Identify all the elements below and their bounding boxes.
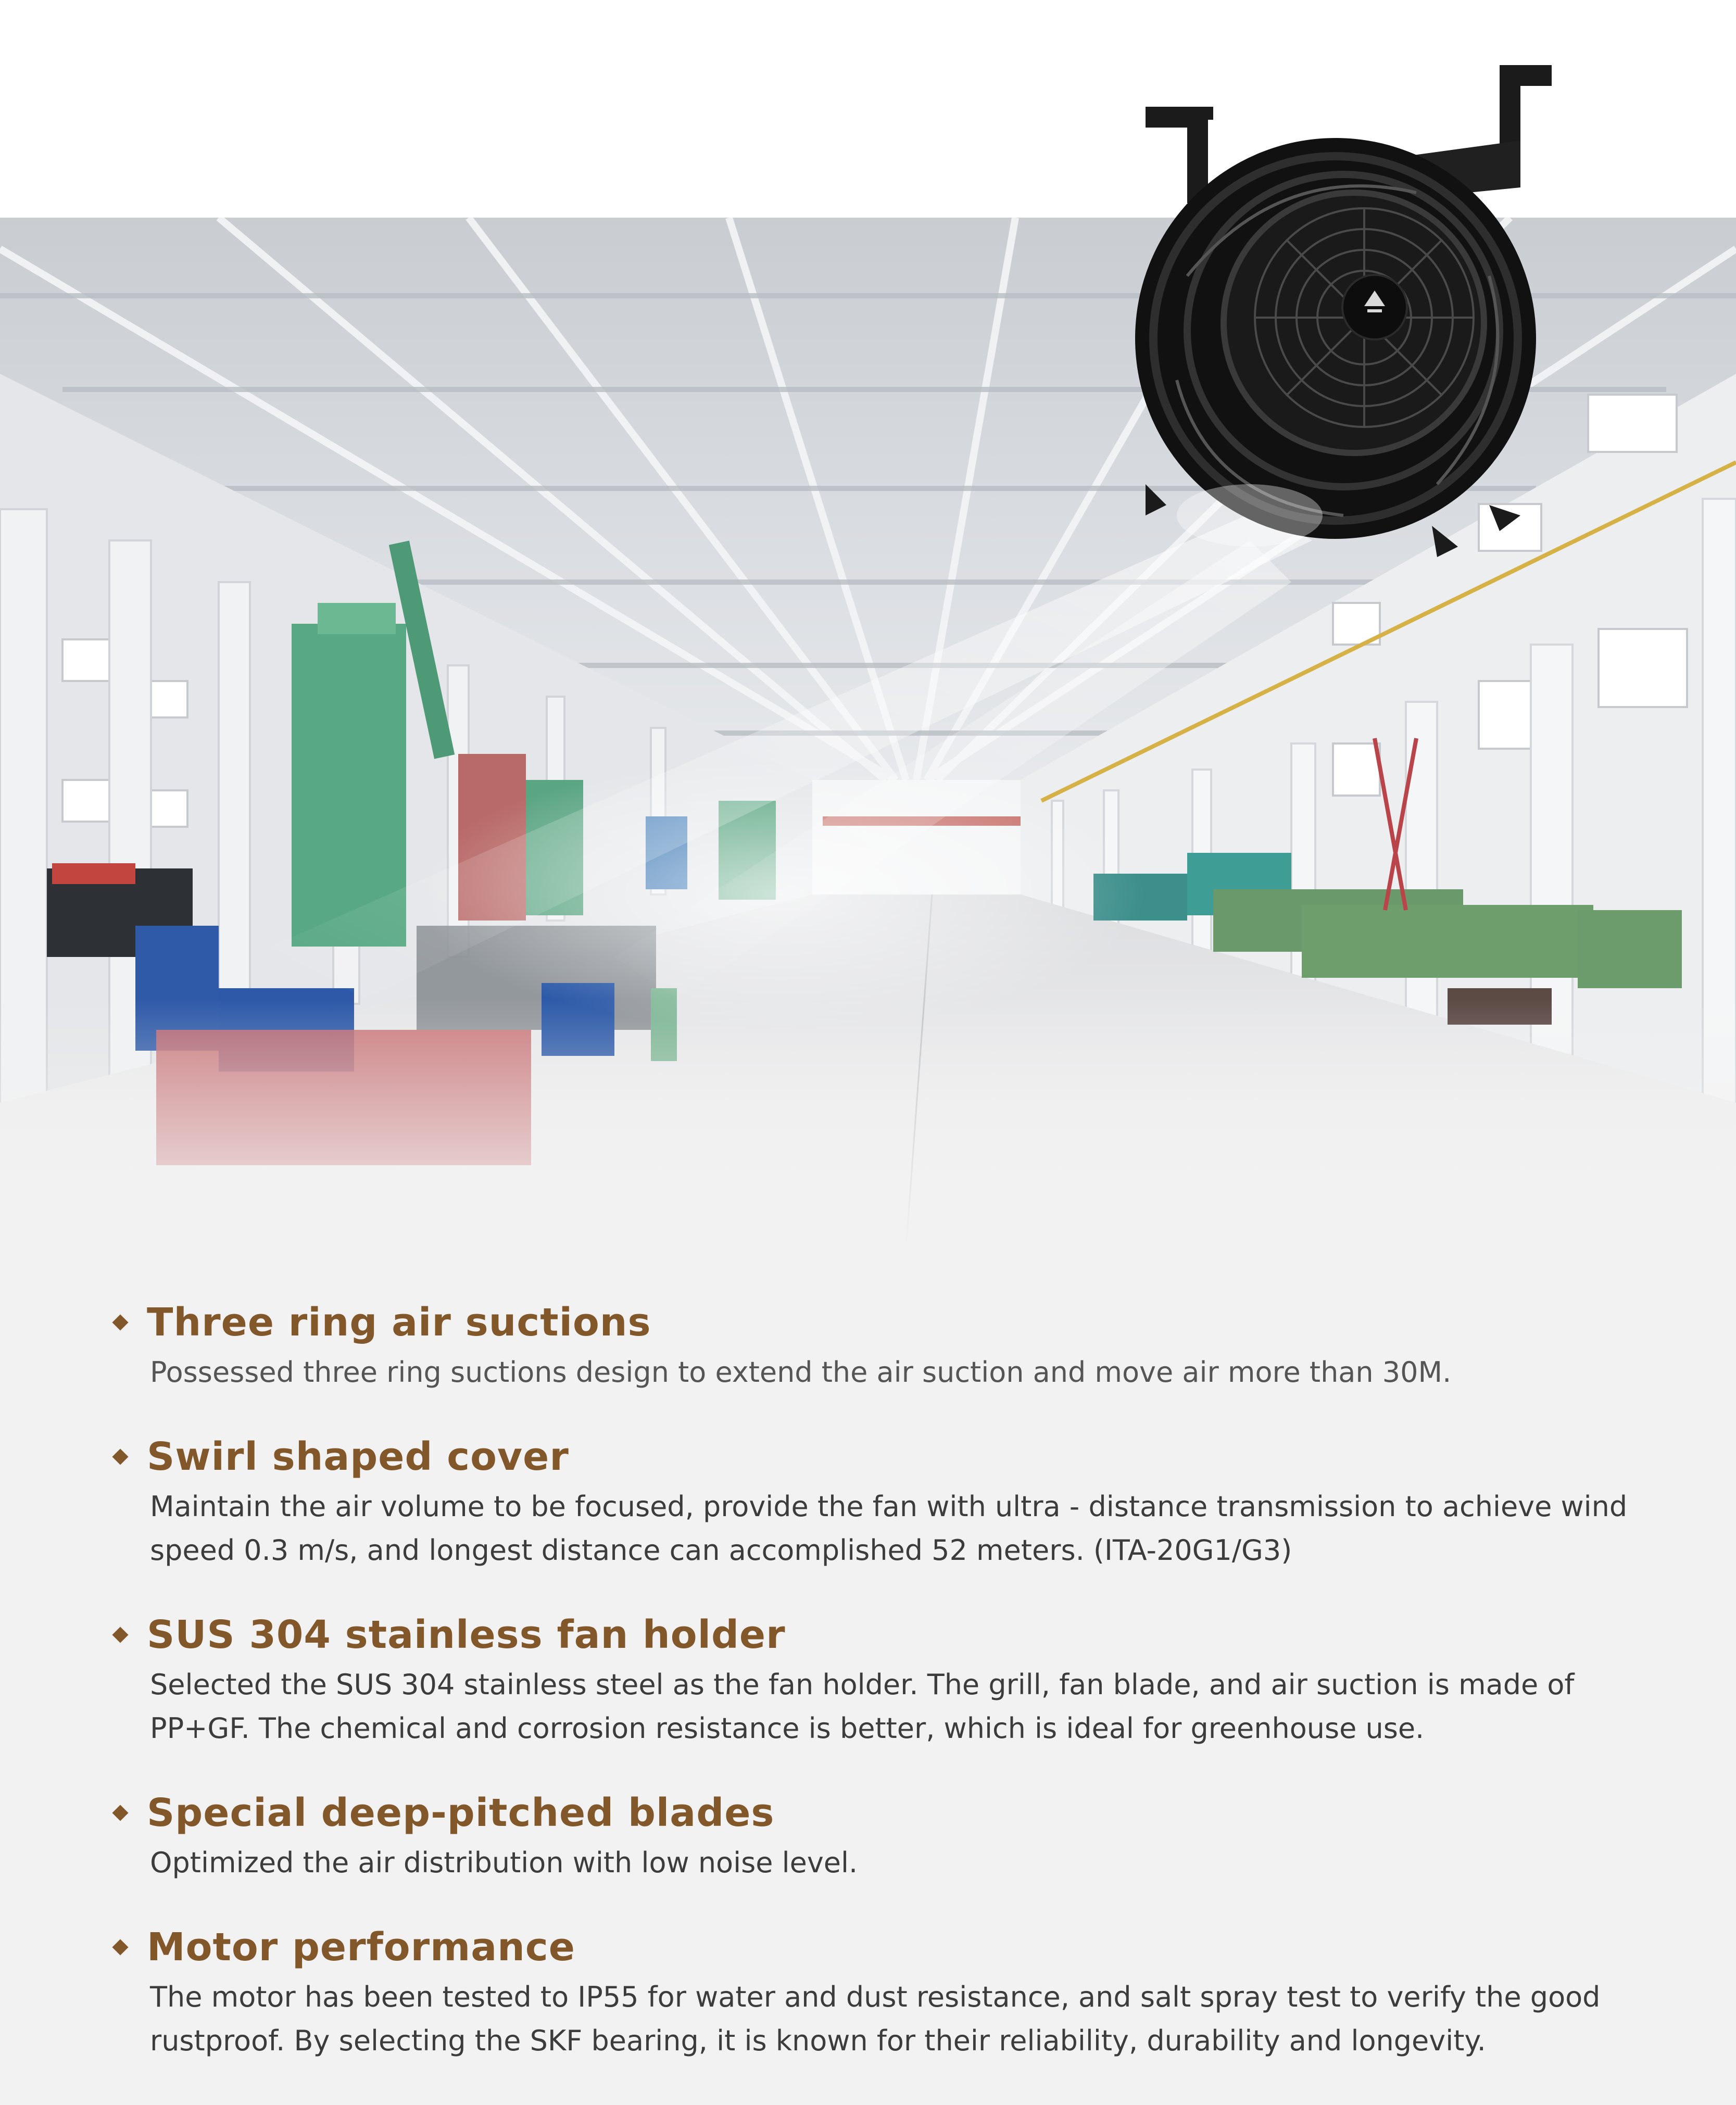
feature-title <box>110 1921 1736 1973</box>
feature-item <box>110 1609 1736 1750</box>
feature-title-text: Three ring air suctions <box>147 1300 651 1345</box>
feature-title-text: Special deep-pitched blades <box>147 1791 775 1835</box>
feature-item <box>110 1296 1736 1394</box>
feature-title-text: Motor performance <box>147 1925 575 1970</box>
diamond-bullet-icon <box>112 1627 128 1643</box>
feature-title <box>110 1609 1736 1661</box>
feature-description: The motor has been tested to IP55 for water and dust resistance, and salt spray test to verify the good rustproof. By selecting the SKF bearing, it is known for their reliability, durability and longevity. <box>150 1981 1601 2057</box>
feature-title <box>110 1787 1736 1839</box>
feature-description: Possessed three ring suctions design to extend the air suction and move air more than 30M. <box>150 1356 1452 1389</box>
feature-item <box>110 1787 1736 1885</box>
feature-item <box>110 1431 1736 1572</box>
feature-list <box>0 1296 1736 2099</box>
feature-title <box>110 1296 1736 1348</box>
feature-item <box>110 1921 1736 2063</box>
feature-description: Optimized the air distribution with low noise level. <box>150 1846 858 1879</box>
diamond-bullet-icon <box>112 1314 128 1330</box>
feature-description: Maintain the air volume to be focused, provide the fan with ultra - distance transmission to achieve wind speed 0.3 m/s, and longest distance can accomplished 52 meters. (ITA-20G1/G3) <box>150 1490 1628 1567</box>
feature-title <box>110 1431 1736 1483</box>
feature-description: Selected the SUS 304 stainless steel as the fan holder. The grill, fan blade, and air suction is made of PP+GF. The chemical and corrosion resistance is better, which is ideal for greenhouse use. <box>150 1668 1575 1745</box>
diamond-bullet-icon <box>112 1805 128 1821</box>
fan-icon <box>1125 57 1552 573</box>
feature-title-text: SUS 304 stainless fan holder <box>147 1612 786 1657</box>
diamond-bullet-icon <box>112 1448 128 1465</box>
diamond-bullet-icon <box>112 1939 128 1955</box>
feature-title-text: Swirl shaped cover <box>147 1434 569 1479</box>
